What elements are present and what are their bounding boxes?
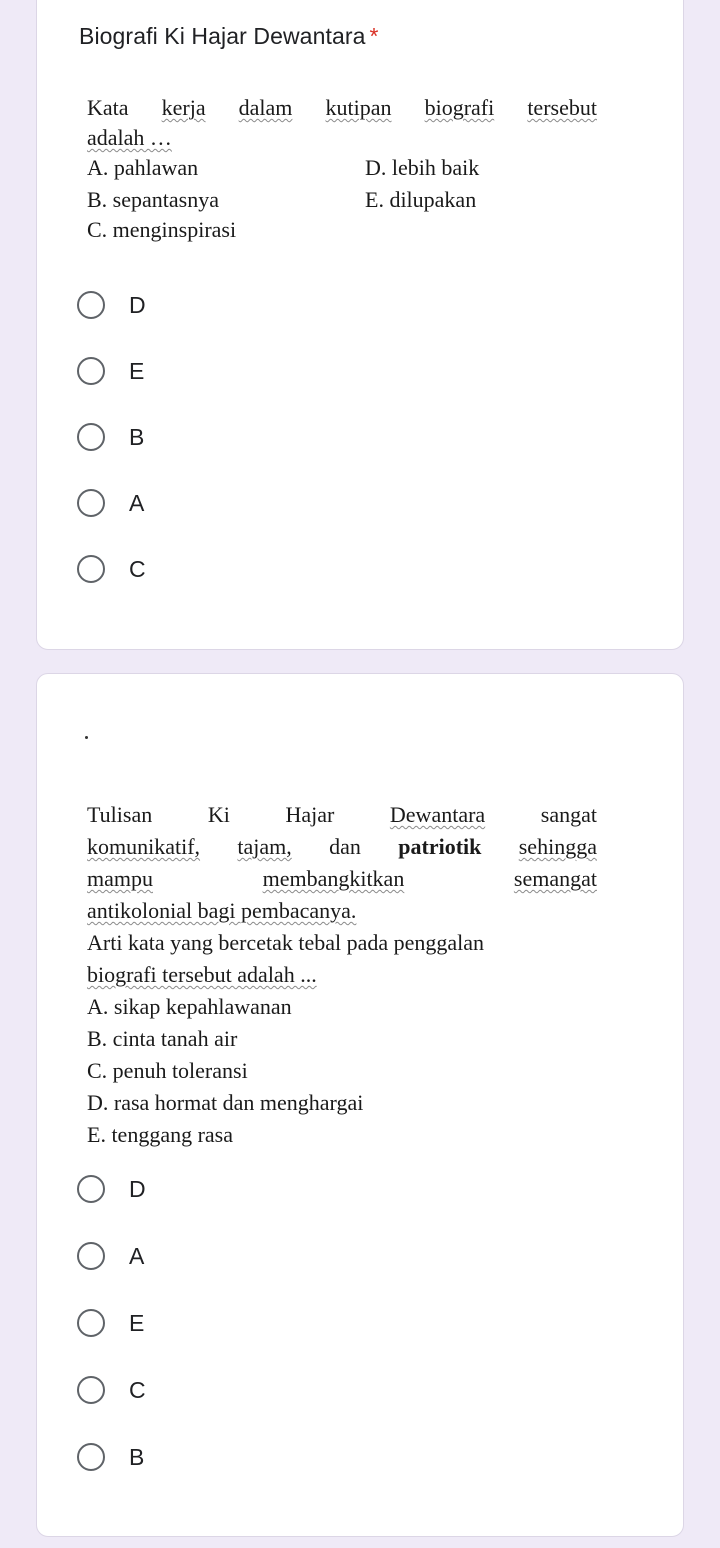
radio-option-e[interactable]: E	[77, 351, 377, 391]
radio-circle-icon[interactable]	[77, 1242, 105, 1270]
image-text-line-2: komunikatif, tajam, dan patriotik sehingga	[87, 834, 597, 859]
image-choice-a: A. sikap kepahlawanan	[87, 994, 292, 1019]
image-text-line-4: antikolonial bagi pembacanya.	[87, 898, 357, 923]
question-image	[87, 802, 597, 1152]
radio-circle-icon[interactable]	[77, 1309, 105, 1337]
radio-option-e[interactable]: E	[77, 1303, 377, 1343]
radio-circle-icon[interactable]	[77, 1175, 105, 1203]
image-choice-c: C. menginspirasi	[87, 217, 237, 242]
radio-circle-icon[interactable]	[77, 291, 105, 319]
image-choice-b: B. cinta tanah air	[87, 1026, 238, 1051]
image-text-line-5: Arti kata yang bercetak tebal pada penggalan	[87, 930, 485, 955]
question-image	[87, 95, 597, 255]
radio-circle-icon[interactable]	[77, 357, 105, 385]
radio-option-a[interactable]: A	[77, 483, 377, 523]
question-title	[85, 736, 88, 739]
radio-circle-icon[interactable]	[77, 1443, 105, 1471]
radio-circle-icon[interactable]	[77, 555, 105, 583]
image-text-line-6: biografi tersebut adalah ...	[87, 962, 317, 987]
image-choice-e: E. dilupakan	[365, 187, 477, 212]
image-choice-e: E. tenggang rasa	[87, 1122, 233, 1147]
image-choice-b: B. sepantasnya	[87, 187, 219, 212]
image-choice-a: A. pahlawan	[87, 155, 199, 180]
image-text-line-3: mampu membangkitkan semangat	[87, 866, 597, 891]
image-choice-c: C. penuh toleransi	[87, 1058, 248, 1083]
radio-option-c[interactable]: C	[77, 1370, 377, 1410]
required-asterisk: *	[369, 23, 379, 49]
image-text-line-1: Kata kerja dalam kutipan biografi tersebut	[87, 95, 597, 120]
radio-option-d[interactable]: D	[77, 1169, 377, 1209]
image-choice-d: D. lebih baik	[365, 155, 480, 180]
radio-circle-icon[interactable]	[77, 1376, 105, 1404]
question-title: Biografi Ki Hajar Dewantara *	[79, 23, 379, 49]
radio-option-a[interactable]: A	[77, 1236, 377, 1276]
question-card-1	[36, 0, 684, 650]
radio-circle-icon[interactable]	[77, 489, 105, 517]
image-choice-d: D. rasa hormat dan menghargai	[87, 1090, 364, 1115]
radio-option-d[interactable]: D	[77, 285, 377, 325]
image-text-line-2: adalah …	[87, 125, 172, 150]
radio-option-c[interactable]: C	[77, 549, 377, 589]
radio-option-b[interactable]: B	[77, 417, 377, 457]
radio-option-b[interactable]: B	[77, 1437, 377, 1477]
radio-circle-icon[interactable]	[77, 423, 105, 451]
question-card-2	[36, 673, 684, 1537]
image-text-line-1: Tulisan Ki Hajar Dewantara sangat	[87, 802, 597, 827]
